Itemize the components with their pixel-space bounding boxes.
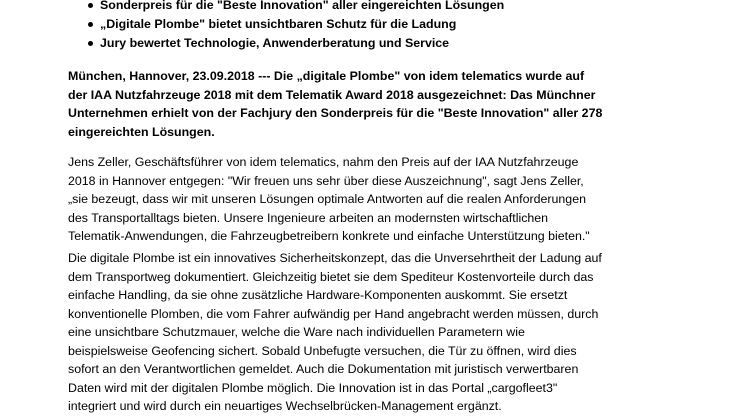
body-line: Die digitale Plombe ist ein innovatives Sicherheitskonzept, das die Unversehrtheit der Ladung auf — [68, 251, 602, 265]
bullet-item — [68, 34, 708, 53]
bullet-text: Sonderpreis für die "Beste Innovation" aller eingereichten Lösungen — [100, 0, 505, 12]
bullet-item — [68, 15, 708, 34]
body-line: beispielsweise Geofencing sichert. Sobald Unbefugte versuchen, die Tür zu öffnen, wird dies — [68, 343, 577, 358]
bullet-item — [68, 0, 708, 15]
lead-line: der IAA Nutzfahrzeuge 2018 mit dem Telematik Award 2018 ausgezeichnet: Das Münchner — [68, 87, 596, 102]
quote-line: Telematik-Anwendungen, die Fahrzeugbetreibern konkrete und einfache Unterstützung bieten." — [68, 229, 590, 243]
highlights-bullet-list — [68, 0, 708, 53]
body-line: eine unsichtbare Schutzmauer, welche die Ware nach individuellen Parametern wie — [68, 325, 525, 339]
quote-line: Jens Zeller, Geschäftsführer von idem telematics, nahm den Preis auf der IAA Nutzfahrzeuge — [68, 155, 579, 169]
bullet-dot-icon — [88, 3, 93, 8]
lead-line: Unternehmen erhielt von der Fachjury den Sonderpreis für die "Beste Innovation" aller 278 — [68, 106, 603, 120]
body-paragraph — [68, 249, 708, 416]
quote-line: „sie bezeugt, dass wir mit unseren Lösungen optimale Antworten auf die realen Anforderungen — [68, 192, 586, 206]
quote-line: 2018 in Hannover entgegen: "Wir freuen uns sehr über diese Auszeichnung", sagt Jens Zeller, — [68, 173, 584, 188]
bullet-text: „Digitale Plombe" bietet unsichtbaren Schutz für die Ladung — [100, 17, 457, 31]
body-line: Daten wird mit der digitalen Plombe möglich. Die Innovation ist in das Portal „cargofleet3" — [68, 380, 558, 395]
body-line: konventionelle Plomben, die vom Fahrer aufwändig per Hand angebracht werden müssen, durch — [68, 306, 599, 321]
body-line: einfache Handling, da sie ohne zusätzliche Hardware-Komponenten auskommt. Sie ersetzt — [68, 288, 568, 302]
quote-line: des Transportalltags bieten. Unsere Ingenieure arbeiten an modernsten wirtschaftlichen — [68, 210, 549, 225]
lead-line: eingereichten Lösungen. — [68, 124, 215, 139]
body-line: dem Transportweg dokumentiert. Gleichzeitig bietet sie dem Spediteur Kostenvorteile durch das — [68, 269, 594, 284]
bullet-dot-icon — [88, 41, 93, 46]
lead-paragraph — [68, 67, 708, 141]
lead-line: München, Hannover, 23.09.2018 --- Die „digitale Plombe" von idem telematics wurde auf — [68, 69, 585, 83]
quote-paragraph — [68, 153, 708, 246]
bullet-dot-icon — [88, 22, 93, 27]
bullet-text: Jury bewertet Technologie, Anwenderberatung und Service — [100, 36, 450, 50]
body-line: integriert und wird durch ein neuartiges Wechselbrücken-Management ergänzt. — [68, 399, 502, 413]
body-line: sofort an den Verantwortlichen gemeldet. Auch die Dokumentation mit juristisch verwertbaren — [68, 362, 579, 376]
